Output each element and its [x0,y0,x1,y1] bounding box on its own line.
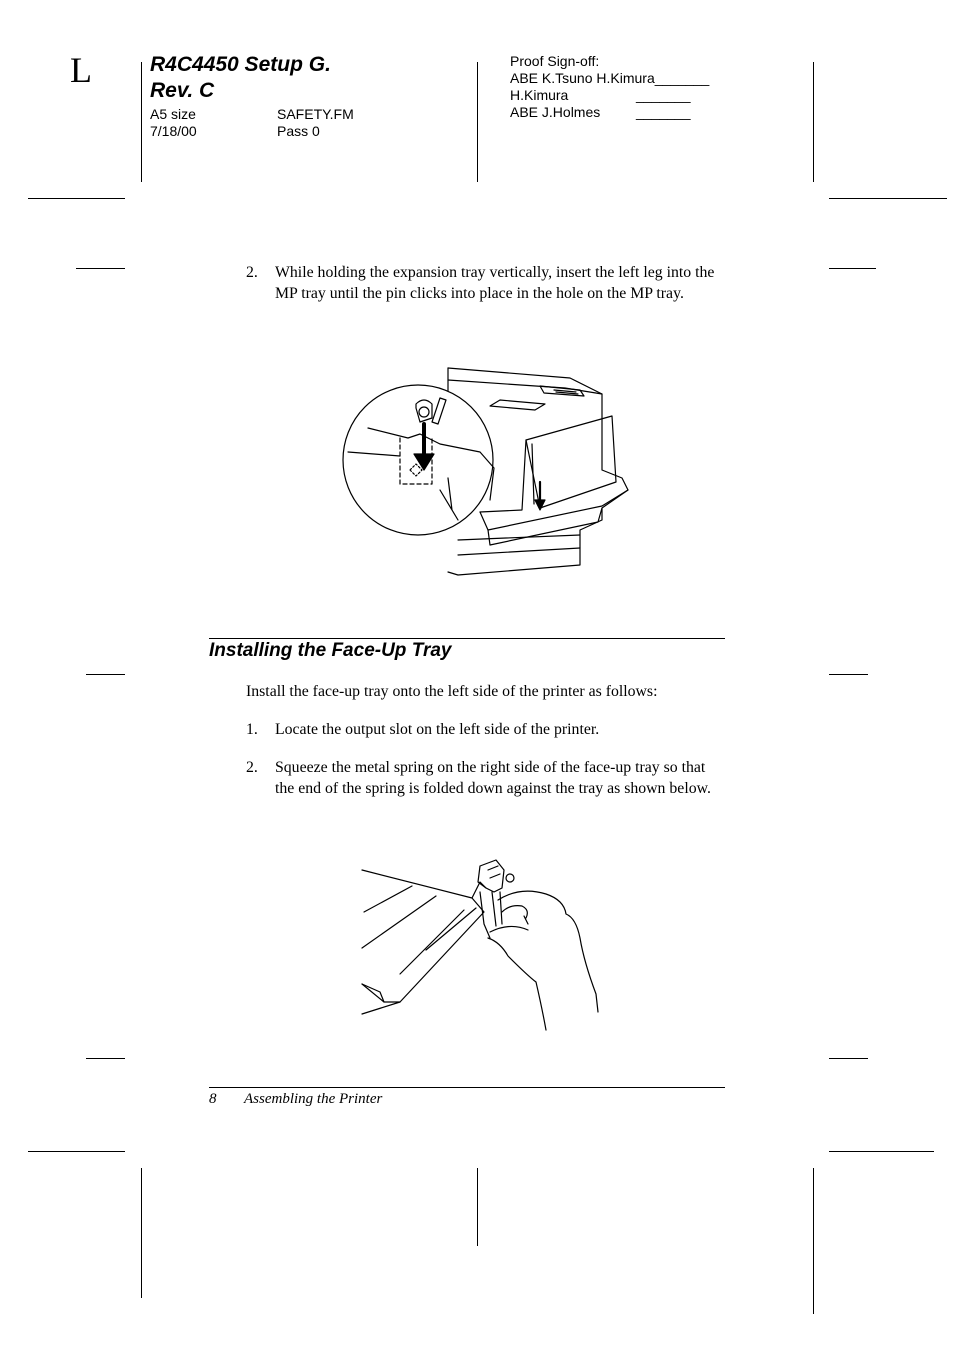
proof-line-2-blank: _______ [636,87,691,103]
doc-title-line1: R4C4450 Setup G. [150,53,331,76]
step-text: While holding the expansion tray vertically, insert the left leg into the MP tray until the pin clicks into place in the hole on the MP tray. [275,264,715,302]
list-item-step-1 [246,720,728,742]
doc-title-line2: Rev. C [150,79,215,102]
page-number: 8 [209,1091,217,1107]
expansion-tray-illustration [340,360,640,580]
proof-line-2-name: H.Kimura [510,87,569,103]
corner-letter: L [70,50,92,90]
proof-line-1: ABE K.Tsuno H.Kimura_______ [510,70,710,86]
section-rule [209,638,725,639]
chapter-title: Assembling the Printer [244,1091,383,1107]
proof-signoff [510,53,740,121]
face-up-tray-illustration [360,852,610,1032]
pass-label: Pass 0 [277,123,320,139]
file-label: SAFETY.FM [277,106,354,122]
step-number: 2. [246,759,258,776]
proof-line-3-name: ABE J.Holmes [510,104,601,120]
size-label: A5 size [150,106,196,122]
doc-title [150,52,331,104]
step-number: 1. [246,721,258,738]
proof-line-3-blank: _______ [636,104,691,120]
step-text: Squeeze the metal spring on the right side of the face-up tray so that the end of the spring is folded down against the tray as shown below. [275,759,711,797]
proof-label: Proof Sign-off: [510,53,600,69]
section-heading: Installing the Face-Up Tray [209,640,452,661]
list-item-step-2 [246,758,728,822]
step-number: 2. [246,264,258,281]
date-label: 7/18/00 [150,123,197,139]
step-text: Locate the output slot on the left side of the printer. [275,721,600,738]
footer-rule [209,1087,725,1088]
intro-paragraph: Install the face-up tray onto the left side of the printer as follows: [246,683,658,700]
step-mp-tray [246,263,728,327]
